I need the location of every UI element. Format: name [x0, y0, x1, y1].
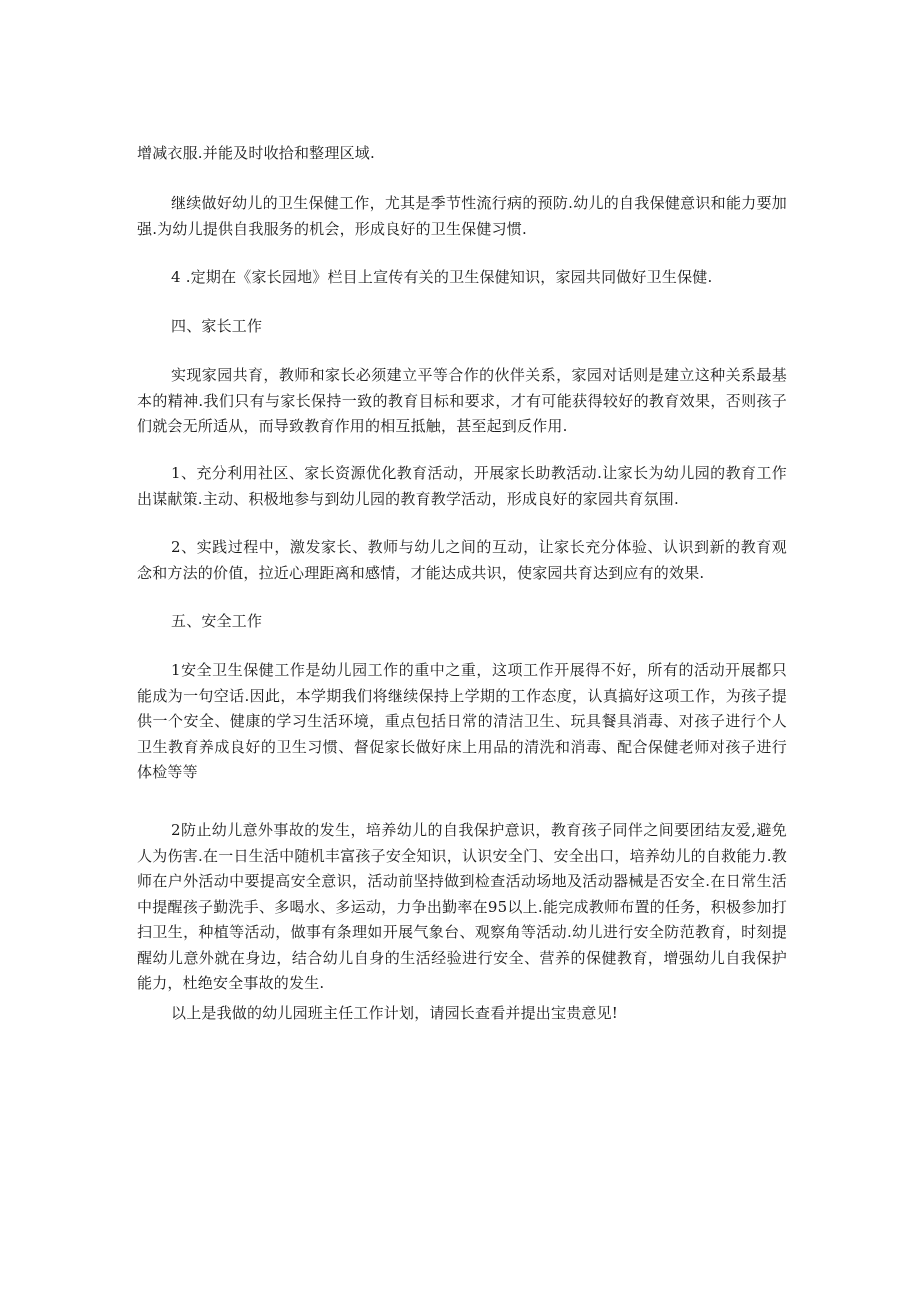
paragraph-closing: 以上是我做的幼儿园班主任工作计划，请园长查看并提出宝贵意见!	[171, 1004, 619, 1022]
paragraph-parent-item-1: 1、充分利用社区、家长资源优化教育活动，开展家长助教活动.让家长为幼儿园的教育工作出谋献策.主动、积极地参与到幼儿园的教育教学活动，形成良好的家园共育氛围.	[137, 464, 787, 508]
paragraph-item-4: 4 .定期在《家长园地》栏目上宣传有关的卫生保健知识，家园共同做好卫生保健.	[171, 268, 713, 286]
section-heading-safety-work: 五、安全工作	[171, 612, 263, 630]
paragraph-home-school: 实现家园共育，教师和家长必须建立平等合作的伙伴关系，家园对话则是建立这种关系最基本的精神.我们只有与家长保持一致的教育目标和要求，才有可能获得较好的教育效果，否则孩子们就会无所适从，而导致教育作用的相互抵触，甚至起到反作用.	[137, 366, 787, 435]
paragraph-continuation: 增减衣服.并能及时收拾和整理区域.	[137, 144, 375, 162]
paragraph-safety-item-2: 2防止幼儿意外事故的发生，培养幼儿的自我保护意识，教育孩子同伴之间要团结友爱,避免人为伤害.在一日生活中随机丰富孩子安全知识，认识安全门、安全出口，培养幼儿的自救能力.教师在户外活动中要提高安全意识，活动前坚持做到检查活动场地及活动器械是否安全.在日常生活中提醒孩子勤洗手、多喝水、多运动，力争出勤率在95以上.能完成教师布置的任务，积极参加打扫卫生，种植等活动，做事有条理如开展气象台、观察角等活动.幼儿进行安全防范教育，时刻提醒幼儿意外就在身边，结合幼儿自身的生活经验进行安全、营养的保健教育，增强幼儿自我保护能力，杜绝安全事故的发生.	[137, 821, 787, 992]
section-heading-parent-work: 四、家长工作	[171, 317, 263, 335]
paragraph-safety-item-1: 1安全卫生保健工作是幼儿园工作的重中之重，这项工作开展得不好，所有的活动开展都只能成为一句空话.因此，本学期我们将继续保持上学期的工作态度，认真搞好这项工作，为孩子提供一个安全、健康的学习生活环境，重点包括日常的清洁卫生、玩具餐具消毒、对孩子进行个人卫生教育养成良好的卫生习惯、督促家长做好床上用品的清洗和消毒、配合保健老师对孩子进行体检等等	[137, 661, 787, 781]
paragraph-health-care: 继续做好幼儿的卫生保健工作，尤其是季节性流行病的预防.幼儿的自我保健意识和能力要加强.为幼儿提供自我服务的机会，形成良好的卫生保健习惯.	[137, 194, 787, 238]
paragraph-parent-item-2: 2、实践过程中，激发家长、教师与幼儿之间的互动，让家长充分体验、认识到新的教育观念和方法的价值，拉近心理距离和感情，才能达成共识，使家园共育达到应有的效果.	[137, 538, 787, 582]
